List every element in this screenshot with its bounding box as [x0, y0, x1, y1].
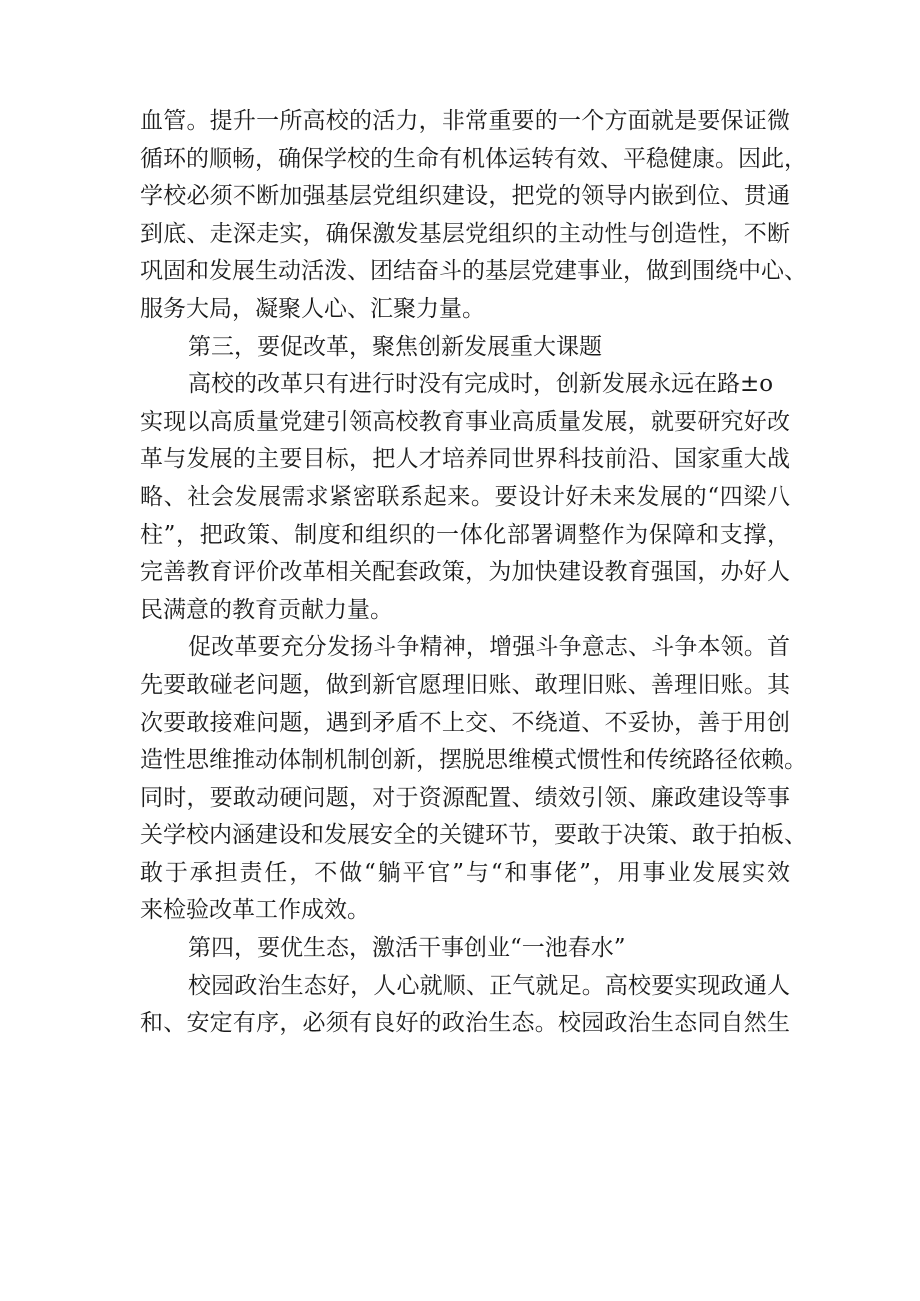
text-line: 同时，要敢动硬问题，对于资源配置、绩效引领、廉政建设等事	[140, 784, 790, 811]
text-line: 学校必须不断加强基层党组织建设，把党的领导内嵌到位、贯通	[140, 183, 790, 210]
text-line: 柱”，把政策、制度和组织的一体化部署调整作为保障和支撑，	[140, 521, 790, 548]
text-line: 造性思维推动体制机制创新，摆脱思维模式惯性和传统路径依赖。	[140, 747, 807, 774]
document-body	[140, 103, 807, 1043]
text-line: 循环的顺畅，确保学校的生命有机体运转有效、平稳健康。因此，	[140, 145, 807, 172]
text-line: 血管。提升一所高校的活力，非常重要的一个方面就是要保证微	[140, 108, 790, 134]
text-line: 敢于承担责任，不做“躺平官”与“和事佬”，用事业发展实效	[140, 859, 790, 886]
text-line: 来检验改革工作成效。	[140, 897, 370, 924]
section-heading: 第三，要促改革，聚焦创新发展重大课题	[188, 333, 602, 360]
text-line: 民满意的教育贡献力量。	[140, 596, 393, 623]
text-line: 高校的改革只有进行时没有完成时，创新发展永远在路±o	[188, 371, 774, 398]
text-line: 实现以高质量党建引领高校教育事业高质量发展，就要研究好改	[140, 408, 790, 435]
text-line: 关学校内涵建设和发展安全的关键环节，要敢于决策、敢于拍板、	[140, 822, 807, 849]
text-line: 服务大局，凝聚人心、汇聚力量。	[140, 295, 485, 322]
text-line: 促改革要充分发扬斗争精神，增强斗争意志、斗争本领。首	[188, 634, 790, 661]
text-line: 到底、走深走实，确保激发基层党组织的主动性与创造性，不断	[140, 220, 790, 247]
text-line: 巩固和发展生动活泼、团结奋斗的基层党建事业，做到围绕中心、	[140, 258, 807, 285]
section-heading: 第四，要优生态，激活干事创业“一池春水”	[188, 935, 626, 962]
text-line: 次要敢接难问题，遇到矛盾不上交、不绕道、不妥协，善于用创	[140, 709, 790, 736]
text-line: 先要敢碰老问题，做到新官愿理旧账、敢理旧账、善理旧账。其	[140, 671, 790, 698]
text-line: 略、社会发展需求紧密联系起来。要设计好未来发展的“四梁八	[140, 483, 790, 510]
text-line: 完善教育评价改革相关配套政策，为加快建设教育强国，办好人	[140, 559, 790, 586]
text-line: 革与发展的主要目标，把人才培养同世界科技前沿、国家重大战	[140, 446, 790, 473]
text-line: 校园政治生态好，人心就顺、正气就足。高校要实现政通人	[188, 972, 790, 999]
text-line: 和、安定有序，必须有良好的政治生态。校园政治生态同自然生	[140, 1010, 790, 1037]
